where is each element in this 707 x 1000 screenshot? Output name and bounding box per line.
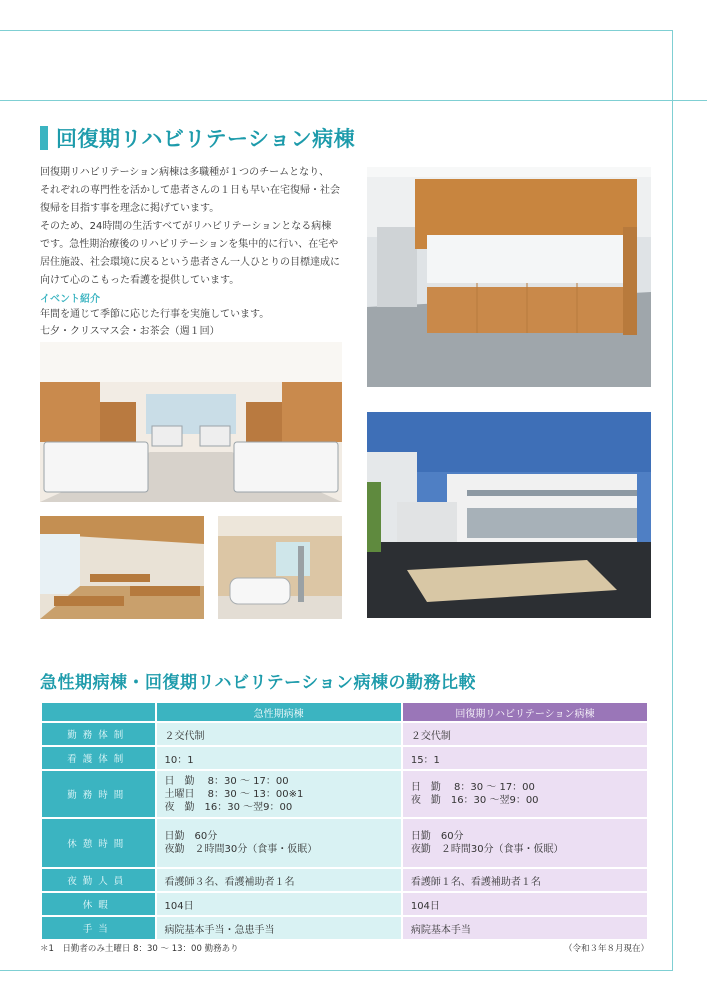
table-row	[42, 723, 647, 745]
frame-line-top	[0, 30, 673, 31]
row-label: 看護体制	[42, 747, 155, 769]
frame-line-header	[0, 100, 707, 101]
title-bar-accent	[40, 126, 48, 150]
acute-cell: 10：1	[157, 747, 401, 769]
row-label: 休憩時間	[42, 819, 155, 867]
comparison-title: 急性期病棟・回復期リハビリテーション病棟の勤務比較	[40, 673, 476, 693]
cell-line: 夜 勤 16：30 〜翌9：00	[164, 801, 293, 813]
acute-cell: 看護師３名、看護補助者１名	[157, 869, 401, 891]
row-label: 夜勤人員	[42, 869, 155, 891]
date-note: （令和３年８月現在）	[563, 944, 649, 954]
recovery-cell	[403, 771, 647, 817]
intro-line: です。急性期治療後のリハビリテーションを集中的に行い、在宅や	[40, 239, 339, 250]
cell-line: 夜 勤 16：30 〜翌9：00	[410, 795, 539, 806]
recovery-cell: 病院基本手当	[403, 917, 647, 939]
row-label: 勤務体制	[42, 723, 155, 745]
table-row	[42, 893, 647, 915]
intro-line: 向けて心のこもった看護を提供しています。	[40, 275, 240, 286]
intro-paragraph	[40, 164, 350, 290]
comparison-table	[40, 701, 649, 941]
recovery-cell: ２交代制	[403, 723, 647, 745]
row-label: 休暇	[42, 893, 155, 915]
frame-line-right	[672, 30, 673, 970]
recovery-cell: 看護師１名、看護補助者１名	[403, 869, 647, 891]
event-body	[40, 306, 350, 340]
table-row	[42, 747, 647, 769]
intro-line: そのため、24時間の生活すべてがリハビリテーションとなる病棟	[40, 221, 332, 232]
acute-cell: 病院基本手当・急患手当	[157, 917, 401, 939]
row-label: 勤務時間	[42, 771, 155, 817]
cell-line: 日 勤 8：30 〜 17：00	[410, 782, 535, 793]
frame-line-bottom	[0, 970, 673, 971]
header-blank-cell	[42, 703, 155, 721]
header-recovery: 回復期リハビリテーション病棟	[403, 703, 647, 721]
event-heading: イベント紹介	[40, 294, 100, 305]
section-title-text: 回復期リハビリテーション病棟	[56, 127, 356, 151]
intro-line: 復帰を目指す事を理念に掲げています。	[40, 203, 220, 214]
patient-room-photo	[40, 342, 342, 502]
cell-line: 日勤 60分	[164, 831, 218, 842]
intro-line: 回復期リハビリテーション病棟は多職種が１つのチームとなり、	[40, 167, 330, 178]
dining-hall-photo	[40, 516, 204, 619]
section-title	[40, 124, 355, 152]
recovery-cell: 15：1	[403, 747, 647, 769]
acute-cell	[157, 771, 401, 817]
event-line: 年間を通じて季節に応じた行事を実施しています。	[40, 309, 270, 320]
row-label: 手当	[42, 917, 155, 939]
cell-line: 日 勤 8：30 〜 17：00	[164, 775, 289, 787]
footnote: ＊1 日勤者のみ土曜日 8：30 〜 13：00 勤務あり	[40, 944, 239, 954]
recovery-cell: 104日	[403, 893, 647, 915]
cell-line: 夜勤 ２時間30分（食事・仮眠）	[164, 844, 318, 855]
event-line: 七夕・クリスマス会・お茶会（週１回）	[40, 326, 220, 337]
cell-line: 夜勤 ２時間30分（食事・仮眠）	[410, 844, 564, 855]
cell-line: 土曜日 8：30 〜 13：00※1	[164, 788, 304, 800]
acute-cell: ２交代制	[157, 723, 401, 745]
header-acute: 急性期病棟	[157, 703, 401, 721]
table-row	[42, 771, 647, 817]
table-row	[42, 869, 647, 891]
table-row	[42, 819, 647, 867]
intro-line: それぞれの専門性を活かして患者さんの１日も早い在宅復帰・社会	[40, 185, 340, 196]
acute-cell: 104日	[157, 893, 401, 915]
cell-line: 日勤 60分	[410, 831, 464, 842]
nurse-station-photo	[367, 167, 651, 387]
table-header-row	[42, 703, 647, 721]
building-exterior-photo	[367, 412, 651, 618]
recovery-cell	[403, 819, 647, 867]
table-row	[42, 917, 647, 939]
intro-line: 居住施設、社会環境に戻るという患者さん一人ひとりの目標達成に	[40, 257, 340, 268]
bathroom-photo	[218, 516, 342, 619]
acute-cell	[157, 819, 401, 867]
